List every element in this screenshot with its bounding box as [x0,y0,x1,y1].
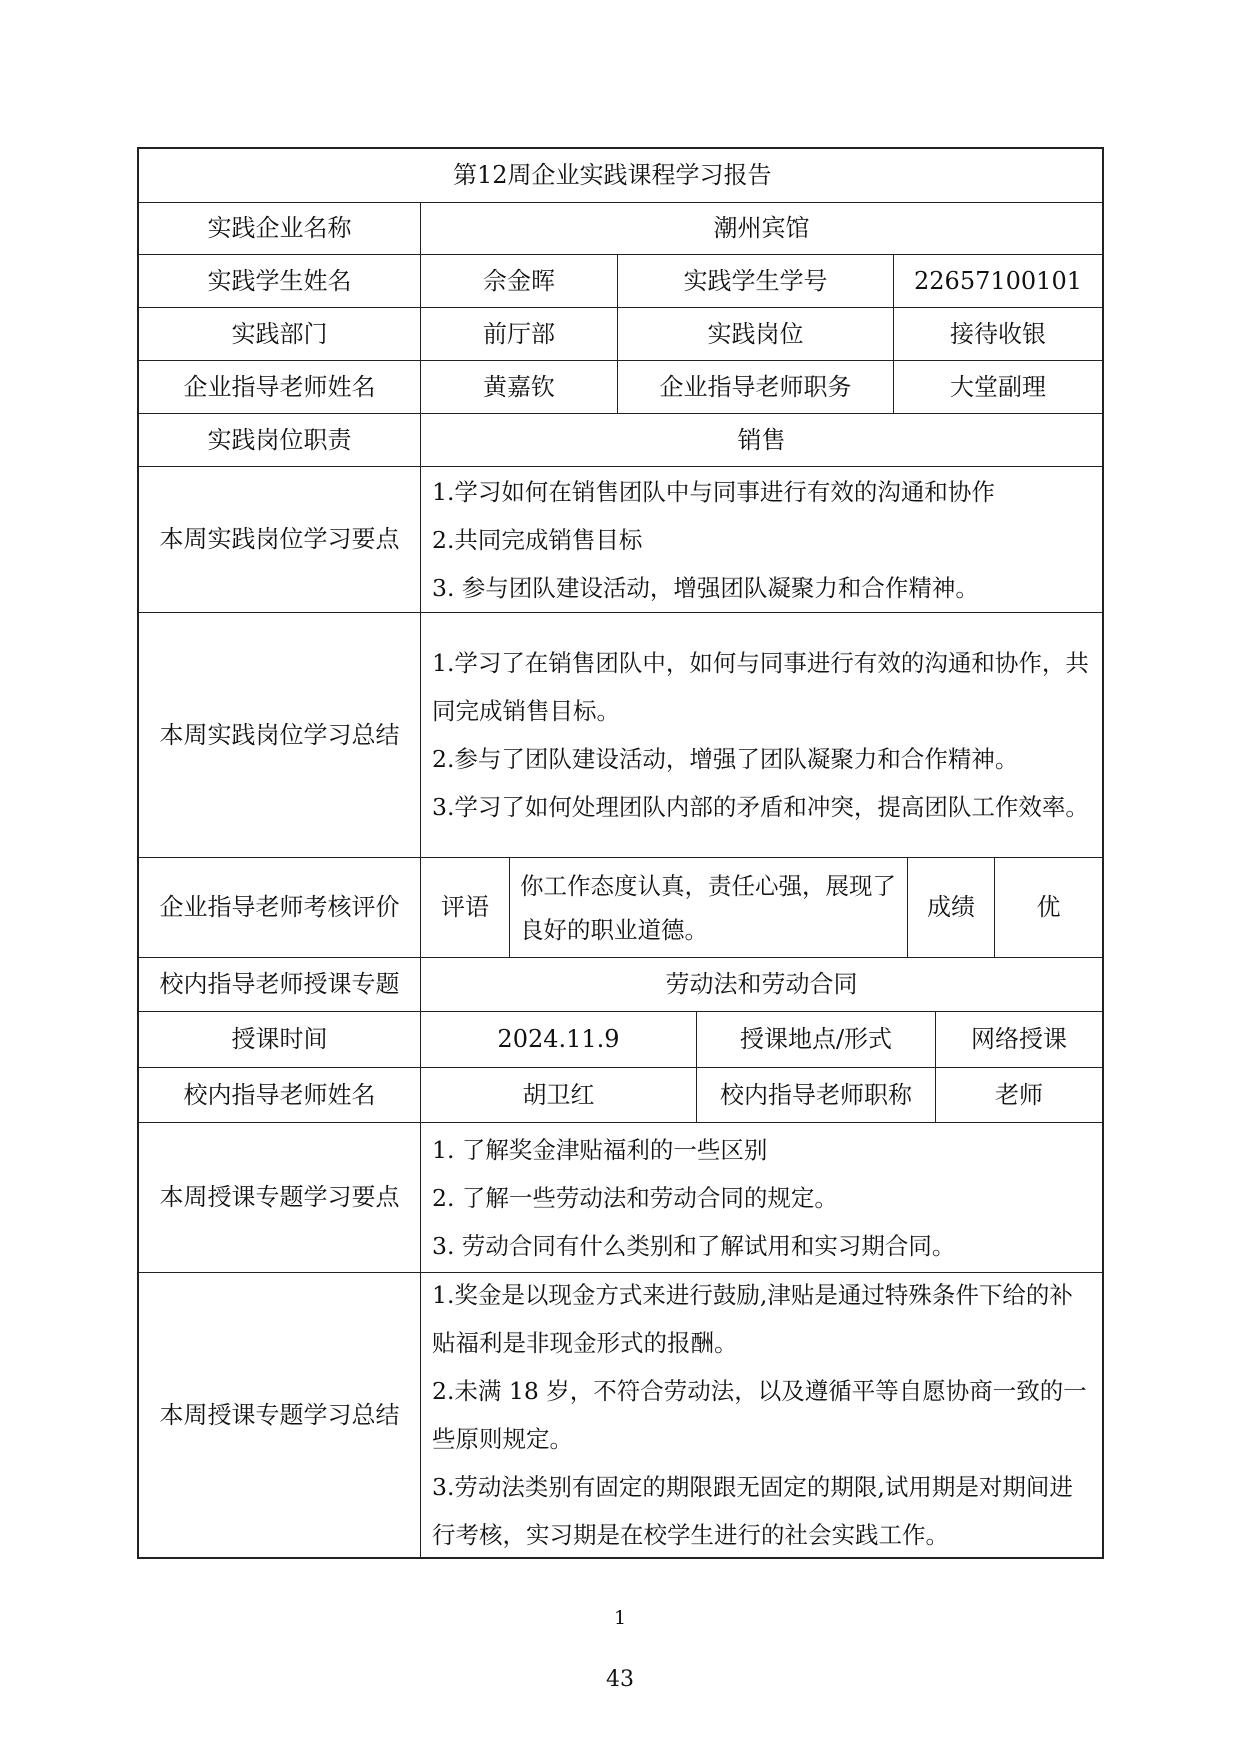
lecture-summary-item: 2.未满 18 岁，不符合劳动法，以及遵循平等自愿协商一致的一些原则规定。 [432,1377,1087,1453]
key-point-item: 3. 参与团队建设活动，增强团队凝聚力和合作精神。 [432,573,979,602]
student-name: 佘金晖 [421,255,618,307]
summary-label: 本周实践岗位学习总结 [139,613,421,857]
school-teacher-label: 校内指导老师姓名 [139,1068,421,1122]
summary-item: 1.学习了在销售团队中，如何与同事进行有效的沟通和协作，共同完成销售目标。 [432,649,1089,725]
mentor-title: 大堂副理 [950,372,1046,401]
lecture-point-item: 1. 了解奖金津贴福利的一些区别 [432,1135,768,1164]
page-number: 1 [613,1607,627,1629]
lecture-summary-label: 本周授课专题学习总结 [139,1273,421,1557]
company-value: 潮州宾馆 [713,214,810,243]
lecture-point-item: 2. 了解一些劳动法和劳动合同的规定。 [432,1183,838,1212]
school-teacher-title-label: 校内指导老师职称 [697,1068,936,1122]
comment-cell [510,858,908,957]
lecture-time-row [139,1012,1102,1068]
lecture-points-label: 本周授课专题学习要点 [139,1123,421,1272]
grade-label: 成绩 [908,858,995,957]
evaluation-label: 企业指导老师考核评价 [139,858,421,957]
mentor-row [139,361,1102,414]
lecture-summary-content [421,1273,1102,1557]
summary-row [139,613,1102,858]
summary-item: 3.学习了如何处理团队内部的矛盾和冲突，提高团队工作效率。 [432,793,1089,821]
mentor-name: 黄嘉钦 [421,361,618,413]
key-point-item: 1.学习如何在销售团队中与同事进行有效的沟通和协作 [432,477,995,506]
school-teacher-title: 老师 [995,1080,1043,1109]
department-value: 前厅部 [421,308,618,360]
post-value: 接待收银 [950,319,1046,348]
student-id-label: 实践学生学号 [618,255,894,307]
lecture-place-label: 授课地点/形式 [697,1012,936,1067]
duty-value: 销售 [737,425,786,454]
evaluation-row [139,858,1102,958]
student-row [139,255,1102,308]
school-teacher-name: 胡卫红 [421,1068,697,1122]
lecture-topic-row [139,958,1102,1012]
lecture-place: 网络授课 [971,1025,1067,1054]
company-row [139,203,1102,255]
student-id: 22657100101 [914,266,1082,295]
key-points-row [139,467,1102,613]
summary-item: 2.参与了团队建设活动，增强了团队凝聚力和合作精神。 [432,745,1019,773]
grade-value: 优 [1036,893,1061,922]
duty-label: 实践岗位职责 [139,414,421,466]
key-points-content [421,467,1102,612]
report-table [137,147,1104,1559]
mentor-name-label: 企业指导老师姓名 [139,361,421,413]
department-row [139,308,1102,361]
comment-label: 评语 [421,858,510,957]
comment-text: 你工作态度认真，责任心强，展现了良好的职业道德。 [520,871,896,944]
lecture-summary-row [139,1273,1102,1557]
key-points-label: 本周实践岗位学习要点 [139,467,421,612]
lecture-point-item: 3. 劳动合同有什么类别和了解试用和实习期合同。 [432,1231,956,1260]
document-page-number: 43 [606,1667,634,1692]
department-label: 实践部门 [139,308,421,360]
student-name-label: 实践学生姓名 [139,255,421,307]
duty-row [139,414,1102,467]
company-label: 实践企业名称 [139,203,421,254]
lecture-topic: 劳动法和劳动合同 [665,970,858,999]
lecture-time: 2024.11.9 [421,1012,697,1067]
lecture-time-label: 授课时间 [139,1012,421,1067]
lecture-topic-label: 校内指导老师授课专题 [139,958,421,1011]
school-teacher-row [139,1068,1102,1123]
report-title: 第12周企业实践课程学习报告 [453,161,772,190]
post-label: 实践岗位 [618,308,894,360]
summary-content [421,613,1102,857]
title-row [139,149,1102,203]
lecture-summary-item: 3.劳动法类别有固定的期限跟无固定的期限,试用期是对期间进行考核，实习期是在校学生进行的社会实践工作。 [432,1473,1073,1549]
lecture-points-row [139,1123,1102,1273]
mentor-title-label: 企业指导老师职务 [618,361,894,413]
key-point-item: 2.共同完成销售目标 [432,525,643,554]
lecture-points-content [421,1123,1102,1272]
lecture-summary-item: 1.奖金是以现金方式来进行鼓励,津贴是通过特殊条件下给的补贴福利是非现金形式的报酬。 [432,1281,1073,1357]
